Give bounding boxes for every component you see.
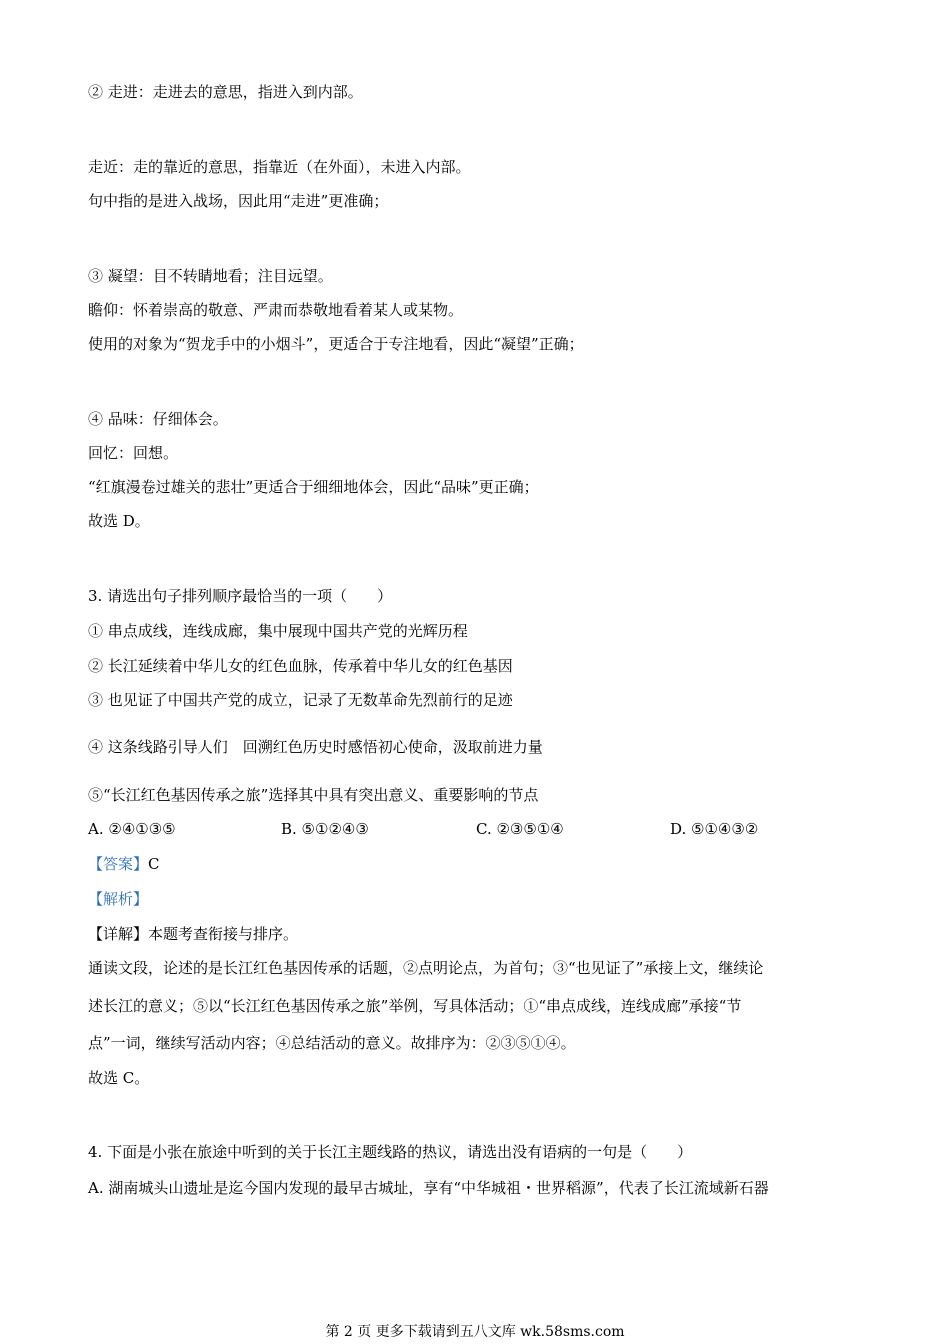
sentence-1: ① 串点成线，连线成廊，集中展现中国共产党的光辉历程 (88, 622, 468, 640)
option-c: C. ②③⑤①④ (476, 820, 564, 838)
explanation-line: 瞻仰：怀着崇高的敬意、严肃而恭敬地看着某人或某物。 (88, 301, 464, 319)
sentence-5: ⑤“长江红色基因传承之旅”选择其中具有突出意义、重要影响的节点 (88, 786, 539, 804)
options-row (88, 820, 868, 840)
page-footer: 第 2 页 更多下载请到五八文库 wk.58sms.com (325, 1324, 625, 1340)
analysis-paragraph-line: 述长江的意义；⑤以“长江红色基因传承之旅”举例，写具体活动；①“串点成线，连线成廊”承接“节 (88, 997, 742, 1015)
explanation-line: 故选 D。 (88, 512, 150, 530)
explanation-line: “红旗漫卷过雄关的悲壮”更适合于细细地体会，因此“品味”更正确； (88, 478, 539, 496)
explanation-line: ④ 品味：仔细体会。 (88, 410, 228, 428)
question-4-stem: 4. 下面是小张在旅途中听到的关于长江主题线路的热议，请选出没有语病的一句是（ ） (88, 1143, 693, 1161)
explanation-line: 使用的对象为“贺龙手中的小烟斗”，更适合于专注地看，因此“凝望”正确； (88, 335, 584, 353)
answer-tag: 【答案】 (88, 855, 149, 873)
sentence-2: ② 长江延续着中华儿女的红色血脉，传承着中华儿女的红色基因 (88, 657, 513, 675)
question-3-stem: 3. 请选出句子排列顺序最恰当的一项（ ） (88, 587, 393, 605)
option-a: A. ②④①③⑤ (88, 820, 176, 838)
sentence-3: ③ 也见证了中国共产党的成立，记录了无数革命先烈前行的足迹 (88, 691, 513, 709)
option-d: D. ⑤①④③② (670, 820, 759, 838)
explanation-line: 回忆：回想。 (88, 444, 179, 462)
conclusion-line: 故选 C。 (88, 1069, 150, 1087)
question-4-option-a: A. 湖南城头山遗址是迄今国内发现的最早古城址，享有“中华城祖・世界稻源”，代表了长江流域新石器 (88, 1179, 769, 1197)
analysis-paragraph-line: 通读文段，论述的是长江红色基因传承的话题，②点明论点，为首句；③“也见证了”承接上文，继续论 (88, 959, 764, 977)
explanation-line: ② 走进：走进去的意思，指进入到内部。 (88, 83, 363, 101)
option-b: B. ⑤①②④③ (281, 820, 369, 838)
sentence-4: ④ 这条线路引导人们 回溯红色历史时感悟初心使命，汲取前进力量 (88, 738, 543, 756)
analysis-tag: 【解析】 (88, 890, 149, 908)
answer-value: C (148, 855, 160, 873)
detail-line: 【详解】本题考查衔接与排序。 (88, 925, 299, 943)
analysis-paragraph-line: 点”一词，继续写活动内容；④总结活动的意义。故排序为：②③⑤①④。 (88, 1034, 576, 1052)
answer-line (88, 854, 160, 874)
explanation-line: ③ 凝望：目不转睛地看；注目远望。 (88, 267, 333, 285)
explanation-line: 走近：走的靠近的意思，指靠近（在外面），未进入内部。 (88, 158, 471, 176)
explanation-line: 句中指的是进入战场，因此用“走进”更准确； (88, 192, 389, 210)
